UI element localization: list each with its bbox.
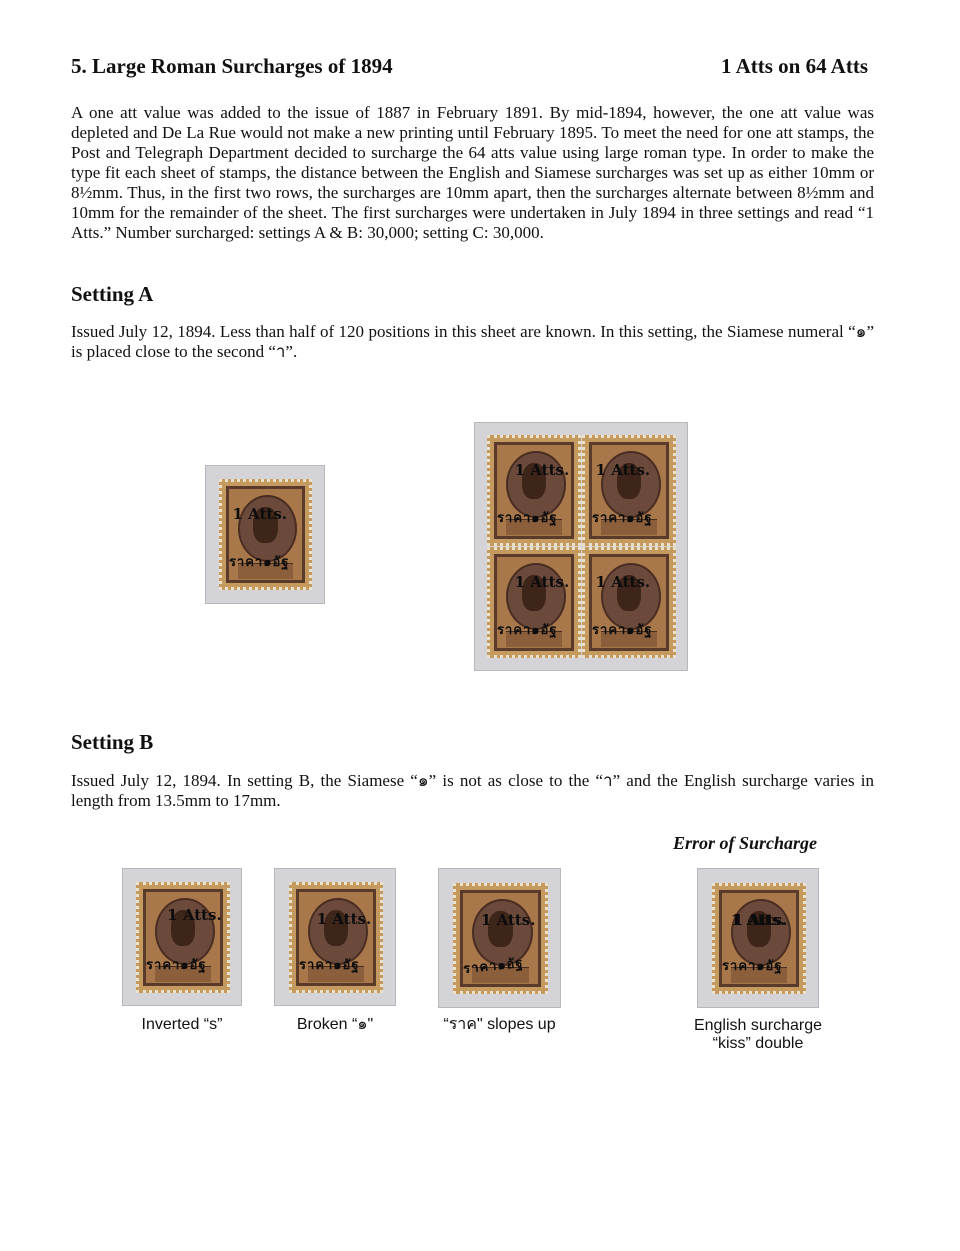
error-heading: Error of Surcharge xyxy=(673,833,818,853)
setting-a-heading: Setting A xyxy=(71,282,154,306)
stamp-image: 1 Atts. ราคา๑อัฐ xyxy=(582,547,676,658)
setting-a-block-mount xyxy=(474,422,688,671)
stamp-image: 1 Atts. ราคา๑อัฐ xyxy=(289,882,383,993)
broken-numeral-mount xyxy=(274,868,396,1006)
stamp-image: 1 Atts. ราคา๑อัฐ xyxy=(453,883,548,994)
caption-kiss-line1: English surcharge xyxy=(693,1017,823,1034)
caption-broken: Broken “๑" xyxy=(296,1016,374,1033)
slopes-up-mount xyxy=(438,868,561,1008)
stamp-image: 1 Atts. ราคา๑อัฐ xyxy=(712,883,806,994)
intro-paragraph: A one att value was added to the issue of 1887 in February 1891. By mid-1894, however, the one att value was depleted and De La Rue would not make a new printing until February 1895. To meet the need for one att stamps, the Post and Telegraph Department decided to surcharge the 64 atts value using large roman type. In order to make the type fit each sheet of stamps, the distance between the English and Siamese surcharges was set up as either 10mm or 8½mm. Thus, in the first two rows, the surcharges are 10mm apart, then the surcharges alternate between 8½mm and 10mm for the remainder of the sheet. The first surcharges were undertaken in July 1894 in three settings and read “1 Atts.” Number surcharged: settings A & B: 30,000; setting C: 30,000. xyxy=(71,103,874,242)
setting-b-heading: Setting B xyxy=(71,730,154,754)
inverted-s-mount xyxy=(122,868,242,1006)
setting-a-paragraph: Issued July 12, 1894. Less than half of 120 positions in this sheet are known. In this setting, the Siamese numeral “๑” is placed close to the second “า”. xyxy=(71,322,874,361)
stamp-image: 1 Atts. ราคา๑อัฐ xyxy=(487,435,581,546)
caption-kiss-line2: “kiss” double xyxy=(712,1035,804,1052)
stamp-image: 1 Atts. ราคา๑อัฐ xyxy=(136,882,230,993)
kiss-double-mount xyxy=(697,868,819,1008)
caption-slopes-up: “ราค" slopes up xyxy=(443,1016,556,1033)
setting-a-single-mount xyxy=(205,465,325,604)
setting-b-paragraph: Issued July 12, 1894. In setting B, the Siamese “๑” is not as close to the “า” and the English surcharge varies in length from 13.5mm to 17mm. xyxy=(71,771,874,810)
page-title: 5. Large Roman Surcharges of 1894 xyxy=(71,54,393,78)
stamp-image: 1 Atts. ราคา๑อัฐ xyxy=(487,547,581,658)
stamp-image: 1 Atts. ราคา๑อัฐ xyxy=(582,435,676,546)
caption-inverted-s: Inverted “s” xyxy=(141,1016,223,1033)
value-title: 1 Atts on 64 Atts xyxy=(720,54,868,78)
stamp-image: 1 Atts. ราคา๑อัฐ xyxy=(219,479,312,590)
